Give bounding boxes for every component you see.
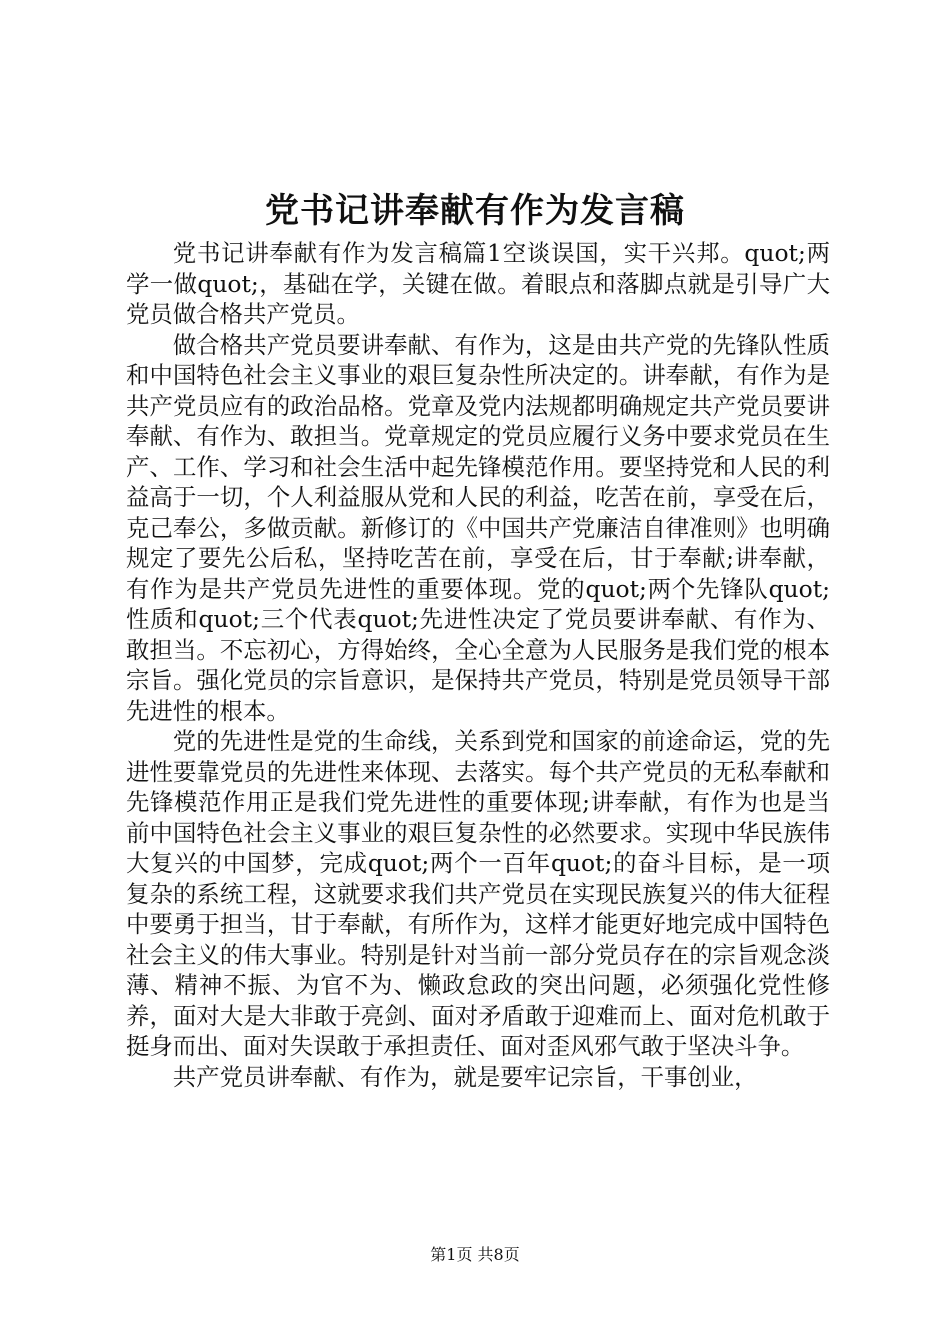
paragraph-4: 共产党员讲奉献、有作为，就是要牢记宗旨，干事创业，	[172, 1062, 758, 1091]
paragraph-2: 做合格共产党员要讲奉献、有作为，这是由共产党的先锋队性质和中国特色社会主义事业的艰巨复杂性所决定的。讲奉献，有作为是共产党员应有的政治品格。党章及党内法规都明确规定共产党员要讲奉献、有作为、敢担当。党章规定的党员应履行义务中要求党员在生产、工作、学习和社会生活中起先锋模范作用。要坚持党和人民的利益高于一切，个人利益服从党和人民的利益，吃苦在前，享受在后，克己奉公，多做贡献。新修订的《中国共产党廉洁自律准则》也明确规定了要先公后私，坚持吃苦在前，享受在后，甘于奉献;讲奉献，有作为是共产党员先进性的重要体现。党的quot;两个先锋队quot;性质和quot;三个代表quot;先进性决定了党员要讲奉献、有作为、敢担当。不忘初心，方得始终，全心全意为人民服务是我们党的根本宗旨。强化党员的宗旨意识，是保持共产党员，特别是党员领导干部先进性的根本。	[126, 330, 830, 725]
document-body	[126, 238, 830, 1092]
paragraph-3: 党的先进性是党的生命线，关系到党和国家的前途命运，党的先进性要靠党员的先进性来体现、去落实。每个共产党员的无私奉献和先锋模范作用正是我们党先进性的重要体现;讲奉献，有作为也是当前中国特色社会主义事业的艰巨复杂性的必然要求。实现中华民族伟大复兴的中国梦，完成quot;两个一百年quot;的奋斗目标，是一项复杂的系统工程，这就要求我们共产党员在实现民族复兴的伟大征程中要勇于担当，甘于奉献，有所作为，这样才能更好地完成中国特色社会主义的伟大事业。特别是针对当前一部分党员存在的宗旨观念淡薄、精神不振、为官不为、懒政怠政的突出问题，必须强化党性修养，面对大是大非敢于亮剑、面对矛盾敢于迎难而上、面对危机敢于挺身而出、面对失误敢于承担责任、面对歪风邪气敢于坚决斗争。	[126, 727, 830, 1060]
paragraph-1: 党书记讲奉献有作为发言稿篇1空谈误国，实干兴邦。quot;两学一做quot;，基础在学，关键在做。着眼点和落脚点就是引导广大党员做合格共产党员。	[126, 239, 830, 328]
page-footer: 第1页 共8页	[430, 1245, 520, 1264]
document-title: 党书记讲奉献有作为发言稿	[265, 191, 685, 231]
